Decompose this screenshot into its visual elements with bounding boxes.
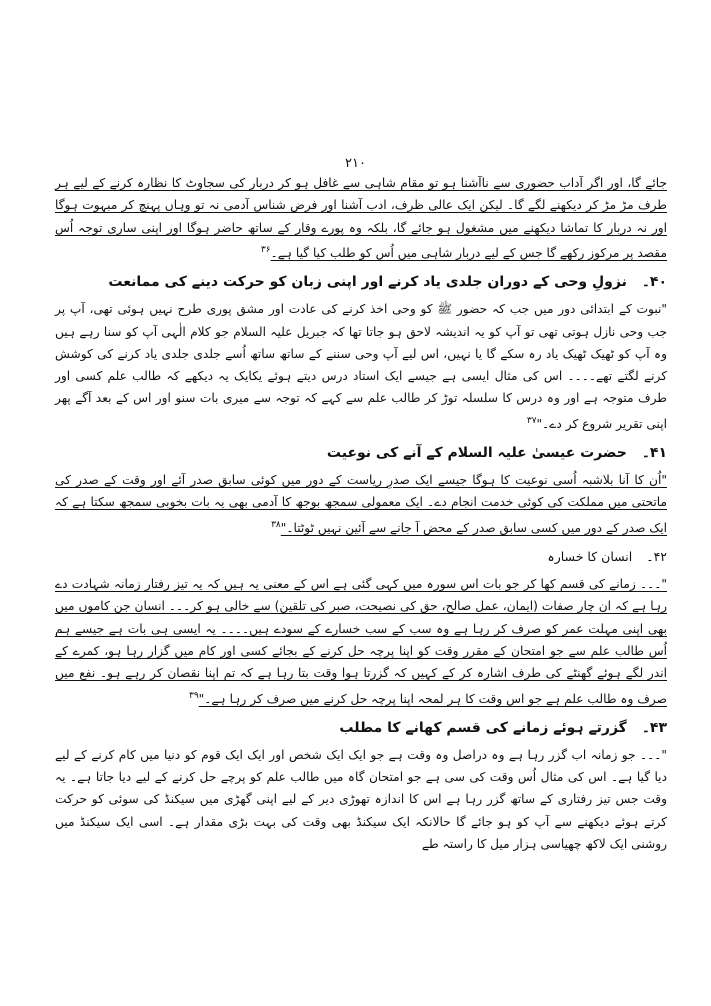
section-number: ۴۲۔ (646, 549, 667, 565)
paragraph-text: "۔۔۔ زمانے کی قسم کھا کر جو بات اس سورہ میں کہی گئی ہے اس کے معنی یہ ہیں کہ یہ تیز رفتار زمانہ شہادت دے رہا ہے کہ ان چار صفات (ایمان، عمل صالح، حق کی نصیحت، صبر کی تلقین) سے خالی ہو کر۔۔۔ انسان جن کاموں میں بھی اپنی مہلت عمر کو صرف کر رہا ہے وہ سب کے سب خسارے کے سودے ہیں۔۔۔۔ یہ ایسی ہی بات ہے جیسے ہم اُس طالب علم سے جو امتحان کے مقرر وقت کو اپنا پرچہ حل کرنے کے بجائے کسی اور کام میں گزار رہا ہو، کمرے کے اندر لگے ہوئے گھنٹے کی طرف اشارہ کر کے کہیں کہ گزرتا ہوا وقت بتا رہا ہے کہ تم اپنا نقصان کر رہے ہو۔ نفع میں صرف وہ طالب علم ہے جو اس وقت کا ہر لمحہ اپنا پرچہ حل کرنے میں صرف کر رہا ہے۔" (55, 577, 667, 706)
paragraph-text: جائے گا، اور اگر آداب حضوری سے ناآشنا ہو تو مقام شاہی سے غافل ہو کر دربار کی سجاوٹ کا نظارہ کرنے کے لیے ہر طرف مڑ مڑ کر دیکھنے لگے گا۔ لیکن ایک عالی ظرف، ادب آشنا اور فرض شناس آدمی نہ تو وہاں پہنچ کر مبہوت ہوگا اور نہ دربار کا تماشا دیکھنے میں مشغول ہو جائے گا، بلکہ وہ پورے وقار کے ساتھ حاضر ہوگا اور اپنی ساری توجہ اُس مقصد پر مرکوز رکھے گا جس کے لیے دربار شاہی میں اُس کو طلب کیا گیا ہے۔ (55, 176, 667, 260)
section-title: نزولِ وحی کے دوران جلدی یاد کرنے اور اپنی زبان کو حرکت دینے کی ممانعت (108, 274, 627, 291)
section-heading-43 (55, 716, 667, 740)
section-heading-42 (55, 545, 667, 569)
paragraph-2 (55, 298, 667, 435)
section-title: حضرت عیسیٰ علیہ السلام کے آنے کی نوعیت (326, 445, 627, 462)
paragraph-1 (55, 172, 667, 264)
paragraph-text: "۔۔۔ جو زمانہ اب گزر رہا ہے وہ دراصل وہ وقت ہے جو ایک ایک شخص اور ایک ایک قوم کو دنیا میں کام کرنے کے لیے دیا گیا ہے۔ اس کی مثال اُس وقت کی سی ہے جو امتحان گاہ میں طالب علم کو پرچے حل کرنے کے لیے دیا جاتا ہے۔ یہ وقت جس تیز رفتاری کے ساتھ گزر رہا ہے اس کا اندازہ تھوڑی دیر کے لیے اپنی گھڑی میں سیکنڈ کی سوئی کو حرکت کرتے ہوئے دیکھنے سے آپ کو ہو جائے گا حالانکہ ایک سیکنڈ بھی وقت کی بہت بڑی مقدار ہے۔ اسی ایک سیکنڈ میں روشنی ایک لاکھ چھیاسی ہزار میل کا راستہ طے (55, 747, 667, 852)
paragraph-text: "اُن کا آنا بلاشبہ اُسی نوعیت کا ہوگا جیسے ایک صدرِ ریاست کے دور میں کوئی سابق صدر آئے اور وقت کے صدر کی ماتحتی میں مملکت کی کوئی خدمت انجام دے۔ ایک معمولی سمجھ بوجھ کا آدمی بھی یہ بات بخوبی سمجھ سکتا ہے کہ ایک صدر کے دور میں کسی سابق صدر کے محض آ جانے سے آئین نہیں ٹوٹتا۔" (55, 473, 667, 535)
paragraph-3 (55, 469, 667, 539)
section-heading-41 (55, 441, 667, 465)
footnote-marker: ۳۷ (526, 415, 537, 426)
paragraph-5 (55, 744, 667, 855)
footnote-marker: ۳۹ (189, 690, 199, 701)
section-title: انسان کا خسارہ (547, 549, 633, 565)
footnote-marker: ۳۶ (260, 244, 271, 255)
section-heading-40 (55, 270, 667, 294)
paragraph-4 (55, 573, 667, 710)
page-number: ۲۱۰ (345, 156, 366, 171)
section-number: ۴۳۔ (641, 719, 667, 736)
section-number: ۴۰۔ (641, 274, 667, 291)
footnote-marker: ۳۸ (271, 519, 281, 530)
section-number: ۴۱۔ (641, 445, 667, 462)
page-body (55, 172, 667, 855)
section-title: گزرتے ہوئے زمانے کی قسم کھانے کا مطلب (339, 719, 627, 736)
paragraph-text: "نبوت کے ابتدائی دور میں جب کہ حضور ﷺ کو وحی اخذ کرنے کی عادت اور مشق پوری طرح نہیں ہوئی تھی، آپ پر جب وحی نازل ہوتی تھی تو آپ کو یہ اندیشہ لاحق ہو جاتا تھا کہ جبریل علیہ السلام جو کلام الٰہی آپ کو سنا رہے ہیں وہ آپ کو ٹھیک ٹھیک یاد رہ سکے گا یا نہیں، اس لیے آپ وحی سننے کے ساتھ ساتھ اُسے جلدی جلدی یاد کرنے کی کوشش کرنے لگتے تھے۔۔۔۔ اس کی مثال ایسی ہے جیسے ایک استاد درس دیتے ہوئے یکایک یہ دیکھے کہ طالب علم کسی اور طرف متوجہ ہے اور وہ درس کا سلسلہ توڑ کر طالب علم سے کہے کہ توجہ سے میری بات سنو اور اس کے بعد آگے پھر اپنی تقریر شروع کر دے۔" (55, 302, 667, 431)
